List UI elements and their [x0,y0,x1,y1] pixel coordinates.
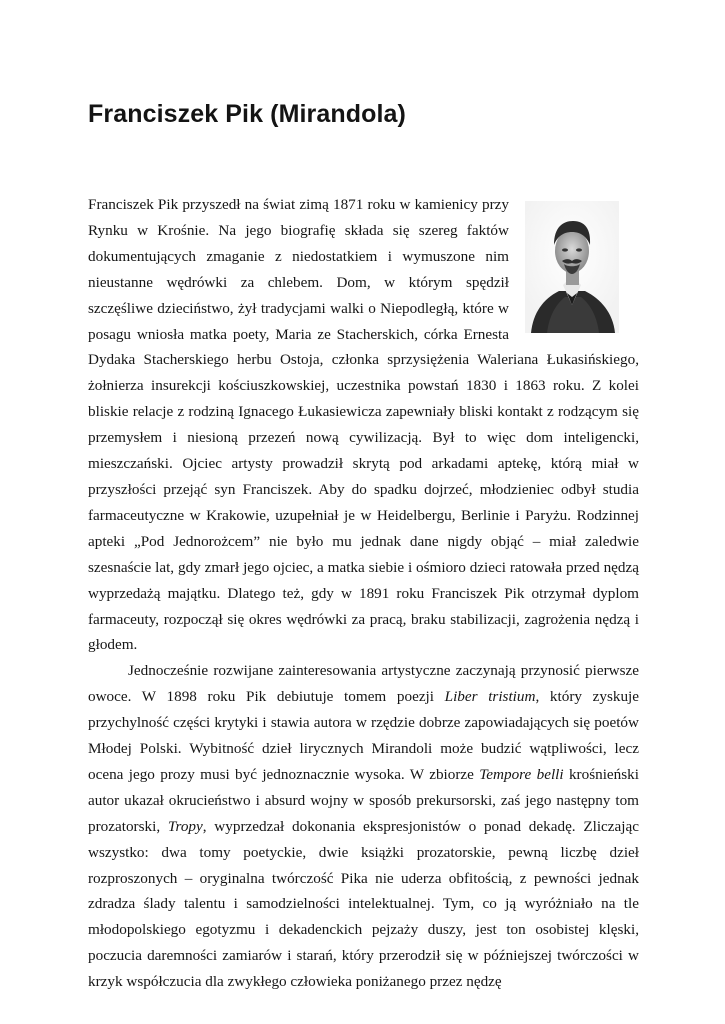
article-body [88,192,639,995]
portrait-photo [525,201,619,333]
page-title: Franciszek Pik (Mirandola) [88,100,406,128]
paragraph-2-text-1: Jednocześnie rozwijane zainteresowania artystyczne zaczynają przynosić pierwsze owoce. W 1898 roku Pik debiutuje tomem poezji [88,662,639,706]
paragraph-2-text-3: krośnieński autor ukazał okrucieństwo i absurd wojny w sposób prekursorski, zaś jego następny tom prozatorski, [88,765,639,835]
paragraph-2-text-2: , który zyskuje przychylność części krytyki i stawia autora w rzędzie dobrze zapowiadających się poetów Młodej Polski. Wybitność dzieł lirycznych Mirandoli może budzić wątpliwości, lecz ocena jego prozy musi być jednoznacznie wysoka. W zbiorze [88,688,640,783]
book-title-tropy: Tropy [167,817,203,835]
book-title-liber-tristium: Liber tristium [444,688,536,706]
paragraph-2-text-4: , wyprzedzał dokonania ekspresjonistów o ponad dekadę. Zliczając wszystko: dwa tomy poetyckie, dwie książki prozatorskie, pewną liczbę dzieł rozproszonych – oryginalna twórczość Pika nie uderza obfitością, z pewności jednak zdradza ślady talentu i samodzielności intelektualnej. Tym, co ją wyróżniało na tle młodopolskiego egotyzmu i dekadenckich pejzaży duszy, jest ton osobistej klęski, poczucia daremności zamiarów i starań, który przerodził się w późniejszej twórczości w krzyk współczucia dla zwykłego człowieka poniżanego przez nędzę [88,817,639,991]
paragraph-1: Franciszek Pik przyszedł na świat zimą 1871 roku w kamienicy przy Rynku w Krośnie. Na jego biografię składa się szereg faktów dokumentujących zmaganie z niedostatkiem i wymuszone nim nieustanne wędrówki za chlebem. Dom, w którym spędził szczęśliwe dzieciństwo, żył tradycjami walki o Niepodległą, które w posagu wniosła matka poety, Maria ze Stacherskich, córka Ernesta Dydaka Stacherskiego herbu Ostoja, członka sprzysiężenia Waleriana Łukasińskiego, żołnierza insurekcji kościuszkowskiej, uczestnika powstań 1830 i 1863 roku. Z kolei bliskie relacje z rodziną Ignacego Łukasiewicza zapewniały bliski kontakt z rodzącym się przemysłem i niesioną przezeń nową cywilizacją. Był to więc dom inteligencki, mieszczański. Ojciec artysty prowadził skrytą pod arkadami aptekę, którą miał w przyszłości przejąć syn Franciszek. Aby do spadku dojrzeć, młodzieniec odbył studia farmaceutyczne w Krakowie, uzupełniał je w Heidelbergu, Berlinie i Paryżu. Rodzinnej apteki „Pod Jednorożcem” nie było mu jednak dane nigdy objąć – miał zaledwie szesnaście lat, gdy zmarł jego ojciec, a matka siebie i ośmioro dzieci ratowała przed nędzą wyprzedażą majątku. Dlatego też, gdy w 1891 roku Franciszek Pik otrzymał dyplom farmaceuty, rozpoczął się okres wędrówki za pracą, braku stabilizacji, zagrożenia nędzą i głodem. [88,196,639,654]
paragraph-2 [88,658,639,995]
book-title-tempore-belli: Tempore belli [479,765,564,783]
